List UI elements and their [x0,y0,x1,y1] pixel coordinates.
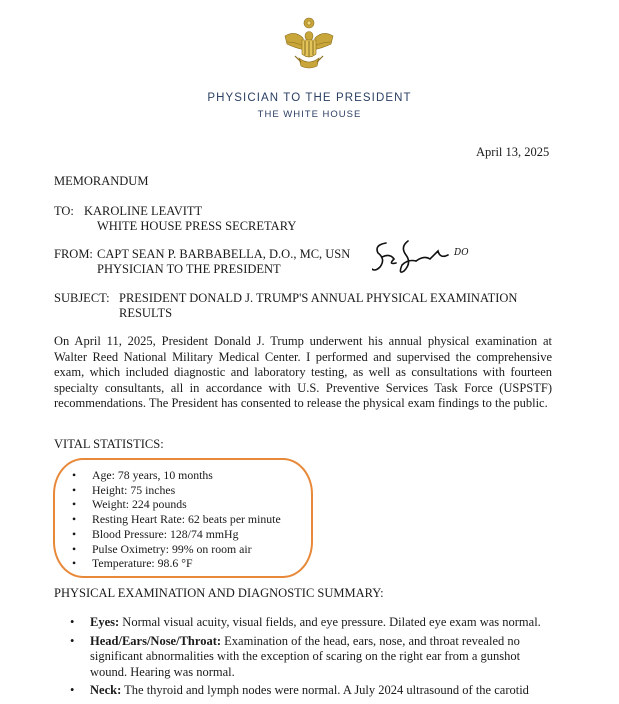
vital-blood-pressure: • Blood Pressure: 128/74 mmHg [72,527,281,542]
to-title: WHITE HOUSE PRESS SECRETARY [97,219,297,233]
vital-heart-rate: • Resting Heart Rate: 62 beats per minute [72,512,281,527]
letterhead-title: PHYSICIAN TO THE PRESIDENT [207,92,412,104]
intro-paragraph: On April 11, 2025, President Donald J. Trump underwent his annual physical examination at Walter Reed National Military Medical Center. I performed and supervised the comprehensive exam, which included diagnostic and laboratory testing, as well as consultations with fourteen specialty consultants, all in accordance with U.S. Preventive Services Task Force (USPSTF) recommendations. The President has consented to release the physical exam findings to the public. [54,334,552,411]
summary-text: The thyroid and lymph nodes were normal. A July 2024 ultrasound of the carotid [121,683,529,698]
subject-line-2: RESULTS [119,306,173,320]
vitals-heading: VITAL STATISTICS: [54,437,164,451]
summary-item-neck [70,683,544,699]
summary-list [70,615,544,702]
vital-pulse-oximetry: • Pulse Oximetry: 99% on room air [72,542,281,557]
from-title: PHYSICIAN TO THE PRESIDENT [97,262,281,276]
vital-weight: • Weight: 224 pounds [72,497,281,512]
vital-height: • Height: 75 inches [72,483,281,498]
memorandum-label: MEMORANDUM [54,174,149,188]
from-label: FROM: [54,247,93,261]
letterhead-subtitle: THE WHITE HOUSE [257,109,362,120]
presidential-eagle-seal-icon [281,16,337,74]
summary-term: Neck: [90,683,122,698]
summary-text: Examination of the head, ears, nose, and throat revealed no significant abnormalities with the exception of scaring on the right ear from a gunshot wound. Hearing was normal. [90,633,521,679]
summary-item-heent [70,634,544,681]
vital-age: • Age: 78 years, 10 months [72,468,281,483]
vital-temperature: • Temperature: 98.6 °F [72,556,281,571]
from-name: CAPT SEAN P. BARBABELLA, D.O., MC, USN [97,247,351,261]
signature-suffix: DO [454,248,469,258]
subject-line-1: PRESIDENT DONALD J. TRUMP'S ANNUAL PHYSICAL EXAMINATION [119,291,518,305]
summary-text: Normal visual acuity, visual fields, and eye pressure. Dilated eye exam was normal. [119,615,541,629]
summary-item-eyes [70,615,544,631]
memo-date: April 13, 2025 [476,145,550,159]
summary-term: Head/Ears/Nose/Throat: [90,633,222,648]
summary-heading: PHYSICAL EXAMINATION AND DIAGNOSTIC SUMMARY: [54,586,384,600]
vitals-list [72,468,281,571]
subject-label: SUBJECT: [54,291,110,305]
handwritten-signature-icon [372,237,484,277]
to-name: KAROLINE LEAVITT [84,204,203,218]
to-label: TO: [54,204,74,218]
summary-term: Eyes: [90,615,120,629]
